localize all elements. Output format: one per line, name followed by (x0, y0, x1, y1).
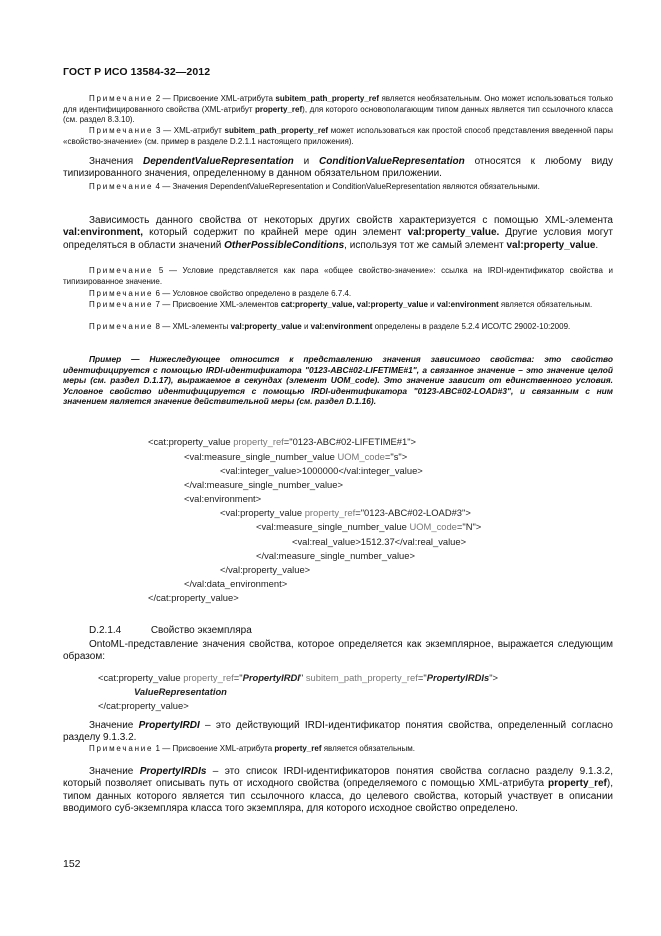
note-label: Примечание (89, 94, 154, 103)
paragraph-dependent-values: Значения DependentValueRepresentation и ConditionValueRepresentation относятся к любому виду типизированного значения, определенному в данном обязательном приложении. (63, 156, 614, 180)
paragraph-property-irdis: Значение PropertyIRDIs – это список IRDI-идентификаторов понятия свойства согласно разделу 9.1.3.2, который позволяет описывать путь от исходного свойства (определяемого с помощью XML-атрибута property_ref), типом данных которого является тип ссылочного класса, до целевого свойства, который участвует в описании вводимого суб-экземпляра класса того экземпляра, для которого исходное свойство определено. (63, 766, 613, 814)
paragraph-environment: Зависимость данного свойства от некоторых других свойств характеризуется с помощью XML-элемента val:environment, который содержит по крайней мере один элемент val:property_value. Другие условия могут определяться в области значений OtherPossibleConditions, используя тот же самый элемент val:property_value. (63, 215, 613, 251)
code-line-3: <val:integer_value>1000000</val:integer_value> (220, 465, 423, 476)
code2-line-3: </cat:property_value> (98, 700, 189, 711)
note-8: Примечание 8 — XML-элементы val:property_value и val:environment определены в разделе 5.2.4 ИСО/ТС 29002-10:2009. (89, 322, 571, 331)
page-number: 152 (63, 858, 81, 870)
note-5: Примечание 5 — Условие представляется как пара «общее свойство-значение»: ссылка на IRDI-идентификатор свойства и типизированное значение. (63, 266, 613, 286)
note-label: Примечание (89, 744, 154, 753)
note-7: Примечание 7 — Присвоение XML-элементов cat:property_value, val:property_value и val:environment является обязательным. (89, 300, 593, 309)
note-label: Примечание (89, 126, 154, 135)
note-label: Примечание (89, 300, 154, 309)
code-line-8: <val:real_value>1512.37</val:real_value> (292, 536, 467, 547)
code2-line-1: <cat:property_value property_ref="PropertyIRDI" subitem_path_property_ref="PropertyIRDIs"> (98, 672, 499, 683)
code-line-11: </val:data_environment> (184, 578, 288, 589)
example-paragraph: Пример — Нижеследующее относится к представлению значения зависимого свойства: это свойство идентифицируется с помощью IRDI-идентификатора "0123-ABC#02-LIFETIME#1", а связанное значение – это значение целой меры (см. раздел D.1.17), выражаемое в секундах (элемент UOM_code). Это значение зависит от единственного условия. Условное свойство идентифицируется с помощью IRDI-идентификатора "0123-ABC#02-LOAD#3", и связанным с ним значением является значение действительной меры (см. раздел D.1.16). (63, 354, 613, 407)
code-line-9: </val:measure_single_number_value> (256, 550, 415, 561)
note-label: Примечание (89, 266, 154, 275)
note-3: Примечание 3 — XML-атрибут subitem_path_property_ref может использоваться как простой способ представления введенной пары «свойство-значение» (см. пример в разделе D.2.1.1 настоящего приложения). (63, 126, 613, 146)
code-line-6: <val:property_value property_ref="0123-ABC#02-LOAD#3"> (220, 507, 471, 518)
code-line-5: <val:environment> (184, 493, 262, 504)
code-line-4: </val:measure_single_number_value> (184, 479, 343, 490)
paragraph-property-irdi: Значение PropertyIRDI – это действующий IRDI-идентификатор понятия свойства, определенный согласно разделу 9.1.3.2. (63, 720, 613, 744)
code-line-12: </cat:property_value> (148, 592, 239, 603)
code-line-2: <val:measure_single_number_value UOM_code="s"> (184, 451, 408, 462)
note-2: Примечание 2 — Присвоение XML-атрибута subitem_path_property_ref является необязательным. Оно может использоваться только для идентифицированного свойства (XML-атрибут property_ref), для которого основополагающим типом данных является тип ссылочного класса (см. раздел 8.3.10). (63, 94, 613, 124)
section-heading: D.2.1.4 Свойство экземпляра (89, 625, 252, 636)
code2-line-2: ValueRepresentation (134, 686, 227, 697)
note-6: Примечание 6 — Условное свойство определено в разделе 6.7.4. (89, 289, 352, 298)
note-label: Примечание (89, 182, 154, 191)
note-label: Примечание (89, 322, 154, 331)
note-label: Примечание (89, 289, 154, 298)
note-4: Примечание 4 — Значения DependentValueRepresentation и ConditionValueRepresentation являются обязательными. (89, 182, 540, 191)
code-line-10: </val:property_value> (220, 564, 311, 575)
document-header: ГОСТ Р ИСО 13584-32—2012 (63, 66, 211, 78)
note-1: Примечание 1 — Присвоение XML-атрибута property_ref является обязательным. (89, 744, 416, 753)
code-line-1: <cat:property_value property_ref="0123-ABC#02-LIFETIME#1"> (148, 436, 417, 447)
code-line-7: <val:measure_single_number_value UOM_code="N"> (256, 521, 482, 532)
paragraph-ontoml: OntoML-представление значения свойства, которое определяется как экземплярное, выражается следующим образом: (63, 639, 613, 663)
